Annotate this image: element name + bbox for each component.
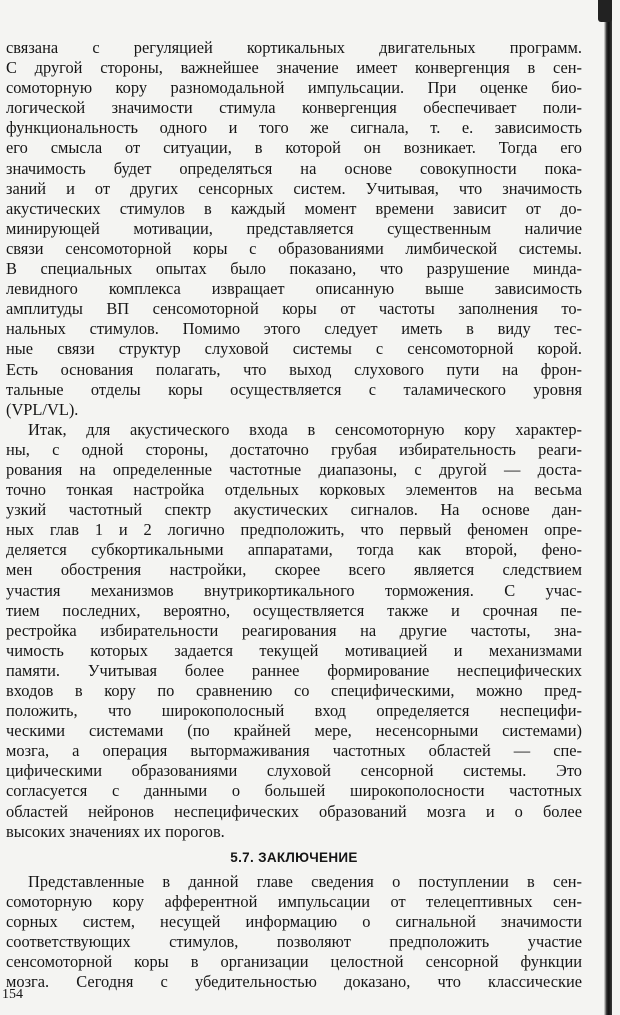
text-line: В специальных опытах было показано, что разрушение минда- xyxy=(6,259,582,279)
text-line: деляется субкортикальными аппаратами, тогда как второй, фено- xyxy=(6,540,582,560)
text-line: соответствующих стимулов, позволяют предположить участие xyxy=(6,932,582,952)
paragraph-2 xyxy=(6,420,582,842)
text-line: Итак, для акустического входа в сенсомоторную кору характер- xyxy=(28,419,582,439)
paragraph-1 xyxy=(6,38,582,420)
text-line: чимость которых задается текущей мотивацией и механизмами xyxy=(6,640,582,660)
text-line: тальные отделы коры осуществляется с таламического уровня xyxy=(6,379,582,399)
text-line: ны, с одной стороны, достаточно грубая избирательность реаги- xyxy=(6,439,582,459)
text-page xyxy=(6,38,582,992)
text-line: положить, что широкополосный вход определяется неспецифи- xyxy=(6,701,582,721)
text-line: сорных систем, несущей информацию о сигнальной значимости xyxy=(6,911,582,931)
text-line: акустических стимулов в каждый момент времени зависит от до- xyxy=(6,198,582,218)
text-line: связана с регуляцией кортикальных двигательных программ. xyxy=(6,38,582,57)
text-line: С другой стороны, важнейшее значение имеет конвергенция в сен- xyxy=(6,58,582,78)
text-line: памяти. Учитывая более раннее формирование неспецифических xyxy=(6,660,582,680)
text-line: высоких значениях их порогов. xyxy=(6,821,225,841)
text-line: рования на определенные частотные диапазоны, с другой — доста- xyxy=(6,459,582,479)
text-line: ных глав 1 и 2 логично предположить, что первый феномен опре- xyxy=(6,520,582,540)
text-line: согласуется с данными о большей широкополосности частотных xyxy=(6,781,582,801)
text-line: функциональность одного и того же сигнала, т. е. зависимость xyxy=(6,118,582,138)
text-line: амплитуды ВП сенсомоторной коры от частоты заполнения то- xyxy=(6,299,582,319)
text-line: сенсомоторной коры в организации целостной сенсорной функции xyxy=(6,952,582,972)
text-line: связи сенсомоторной коры с образованиями лимбической системы. xyxy=(6,238,582,258)
text-line: тием последних, вероятно, осуществляется также и срочная пе- xyxy=(6,600,582,620)
text-line: Представленные в данной главе сведения о поступлении в сен- xyxy=(28,871,582,891)
text-line: рестройка избирательности реагирования на другие частоты, зна- xyxy=(6,620,582,640)
text-line: левидного комплекса извращает описанную выше зависимость xyxy=(6,279,582,299)
text-line: нальных стимулов. Помимо этого следует иметь в виду тес- xyxy=(6,319,582,339)
text-line: цифическими образованиями слуховой сенсорной системы. Это xyxy=(6,761,582,781)
text-line: значимость будет определяться на основе совокупности пока- xyxy=(6,158,582,178)
text-line: ные связи структур слуховой системы с сенсомоторной корой. xyxy=(6,339,582,359)
paragraph-3 xyxy=(6,872,582,993)
text-line: мозга. Сегодня с убедительностью доказано, что классические xyxy=(6,972,582,992)
text-line: (VPL/VL). xyxy=(6,399,79,419)
page-binding-edge xyxy=(604,0,612,1015)
text-line: сомоторную кору афферентной импульсации от телецептивных сен- xyxy=(6,891,582,911)
text-line: мен обострения настройки, скорее всего является следствием xyxy=(6,560,582,580)
text-line: мозга, а операция вытормаживания частотных областей — спе- xyxy=(6,741,582,761)
text-line: логической значимости стимула конвергенция обеспечивает поли- xyxy=(6,98,582,118)
text-line: сомоторную кору разномодальной импульсации. При оценке био- xyxy=(6,78,582,98)
text-line: точно тонкая настройка отдельных корковых элементов на весьма xyxy=(6,480,582,500)
text-line: его смысла от ситуации, в которой он возникает. Тогда его xyxy=(6,138,582,158)
text-line: областей нейронов неспецифических образований мозга и о более xyxy=(6,801,582,821)
page-corner-mark xyxy=(598,0,612,22)
text-line: минирующей мотивации, представляется существенным наличие xyxy=(6,218,582,238)
text-line: Есть основания полагать, что выход слухового пути на фрон- xyxy=(6,359,582,379)
section-heading: 5.7. ЗАКЛЮЧЕНИЕ xyxy=(230,849,358,865)
text-line: заний и от других сенсорных систем. Учитывая, что значимость xyxy=(6,178,582,198)
text-line: узкий частотный спектр акустических сигналов. На основе дан- xyxy=(6,500,582,520)
page-number: 154 xyxy=(2,987,23,1002)
text-line: ческими системами (по крайней мере, несенсорными системами) xyxy=(6,721,582,741)
text-line: входов в кору по сравнению со специфическими, можно пред- xyxy=(6,681,582,700)
text-line: участия механизмов внутрикортикального торможения. С учас- xyxy=(6,580,582,600)
